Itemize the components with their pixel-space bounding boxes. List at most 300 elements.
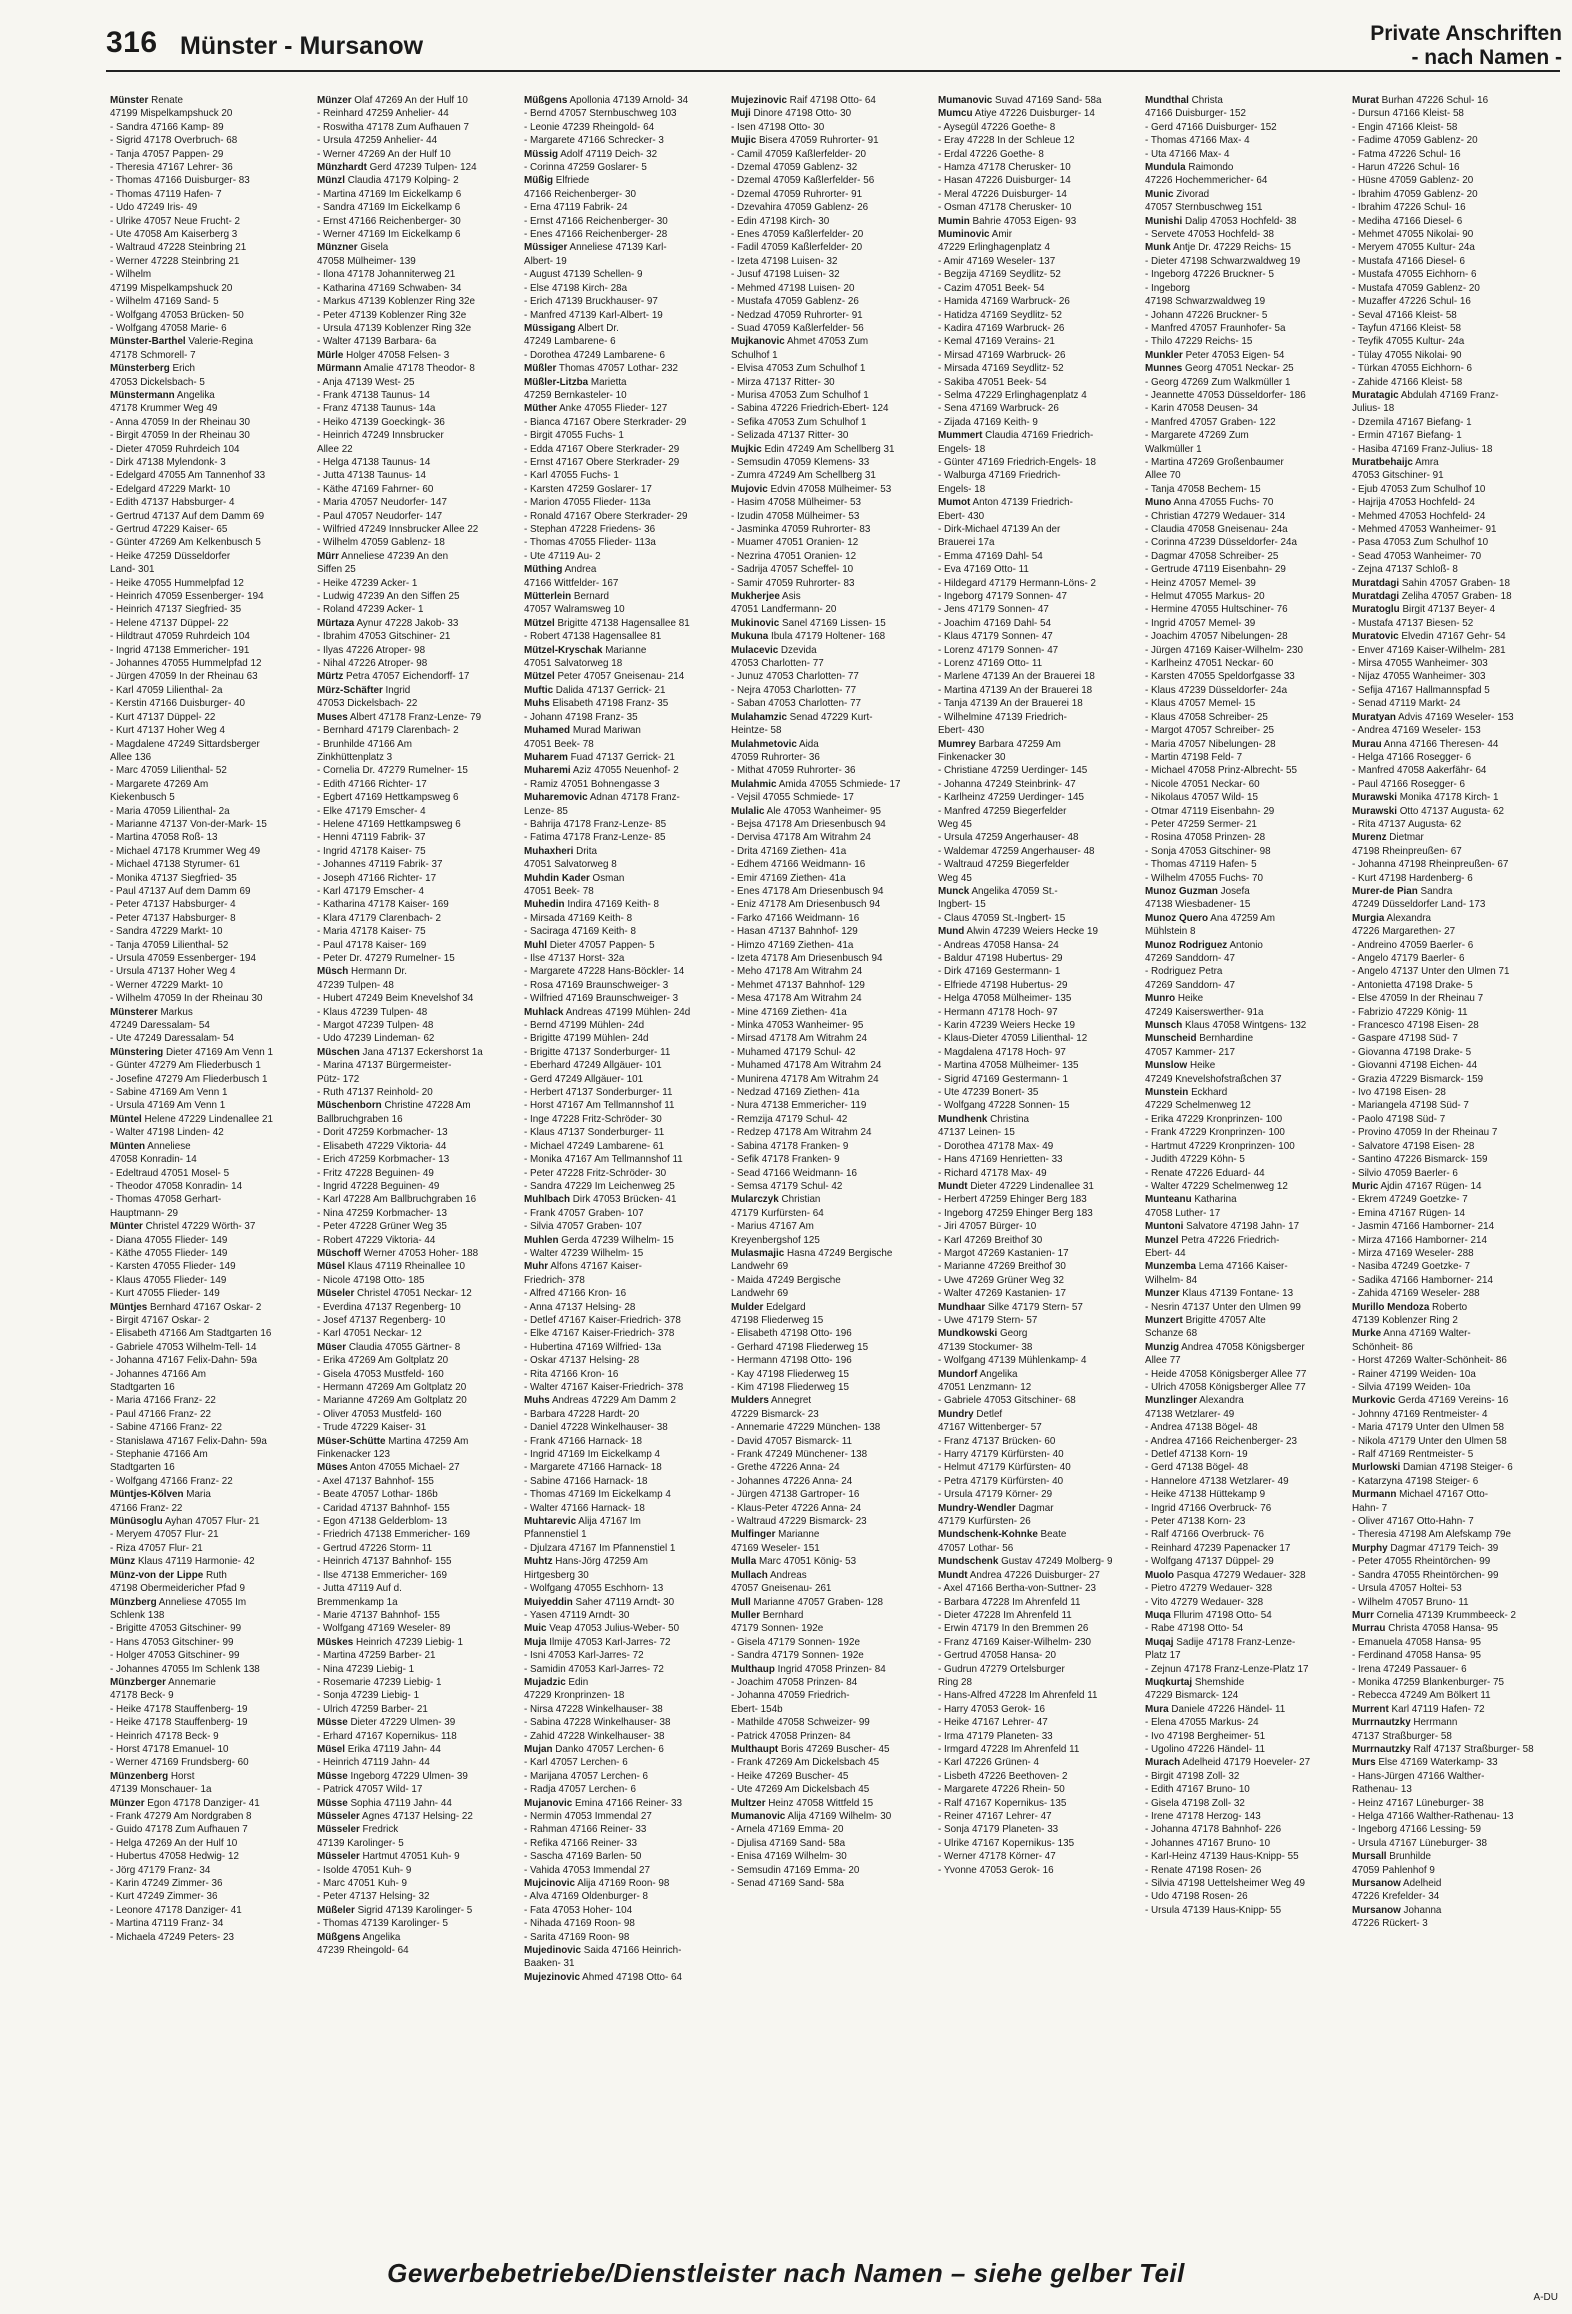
directory-entry: - Wilhelmine 47139 Friedrich- [938,710,1067,723]
directory-entry: Murkovic Gerda 47169 Vereins- 16 [1352,1394,1509,1407]
directory-entry: - Peter 47139 Koblenzer Ring 32e [317,308,467,321]
entry-surname: Mützel [524,670,555,683]
entry-surname: Munzemba [1145,1260,1197,1273]
directory-entry: - Hubertus 47058 Hedwig- 12 [110,1850,239,1863]
directory-entry: - Reinhard 47239 Papenacker 17 [1145,1541,1291,1554]
directory-entry: - Osman 47178 Cherusker- 10 [938,201,1072,214]
directory-entry: - Klaus 47058 Schreiber- 25 [1145,710,1268,723]
directory-entry: Mundhaar Silke 47179 Stern- 57 [938,1300,1083,1313]
directory-entry: - Erika 47269 Am Goltplatz 20 [317,1354,449,1367]
directory-entry: - Beate 47057 Lothar- 186b [317,1488,438,1501]
directory-entry: - Heinrich 47119 Jahn- 44 [317,1756,430,1769]
directory-entry: Mujanovic Emina 47166 Reiner- 33 [524,1796,683,1809]
directory-entry: - Sandra 47055 Rheintörchen- 99 [1352,1568,1499,1581]
entry-surname: Munslow [1145,1059,1188,1072]
directory-entry: - Erwin 47179 In den Bremmen 26 [938,1622,1089,1635]
directory-entry: - Provino 47059 In der Rheinau 7 [1352,1126,1498,1139]
directory-entry: Muminovic Amir [938,228,1013,241]
directory-entry: - Werner 47229 Markt- 10 [110,978,223,991]
directory-entry: - Jörg 47179 Franz- 34 [110,1863,211,1876]
directory-entry: Mützel Brigitte 47138 Hagensallee 81 [524,616,690,629]
directory-entry: - Hüsne 47059 Gablenz- 20 [1352,174,1474,187]
directory-entry: - Marianne 47269 Am Goltplatz 20 [317,1394,467,1407]
directory-entry: - Ursula 47059 Essenberger- 194 [110,952,256,964]
directory-entry: - Corinna 47239 Düsseldorfer- 24a [1145,536,1297,549]
directory-entry: Allee 77 [1145,1354,1181,1367]
directory-entry: - Tanja 47139 An der Brauerei 18 [938,697,1083,710]
directory-entry: - Wolfgang 47137 Düppel- 29 [1145,1555,1274,1568]
directory-entry: 47051 Lenzmann- 12 [938,1381,1032,1393]
directory-entry: Mulahmetovic Aida [731,737,819,750]
directory-entry: - Thomas 47055 Flieder- 113a [524,536,656,549]
directory-entry: - Oskar 47137 Helsing- 28 [524,1354,640,1367]
directory-entry: - Silvio 47059 Baerler- 6 [1352,1166,1458,1179]
directory-entry: - Jusuf 47198 Luisen- 32 [731,268,840,281]
directory-entry: - Drita 47169 Ziethen- 41a [731,844,847,857]
directory-entry: - Johnny 47169 Rentmeister- 4 [1352,1407,1488,1420]
directory-entry: - Ferdinand 47058 Hansa- 95 [1352,1649,1481,1662]
directory-entry: 47269 Sanddorn- 47 [1145,952,1236,964]
directory-entry: Mundry Detlef [938,1407,1003,1420]
entry-surname: Muhlbach [524,1193,571,1206]
directory-entry: Murillo Mendoza Roberto [1352,1300,1468,1313]
directory-entry: - Vahida 47053 Immendal 27 [524,1863,651,1876]
entry-surname: Muric [1352,1179,1379,1192]
entry-surname: Mundhenk [938,1112,988,1125]
directory-entry: - Margarete 47166 Schrecker- 3 [524,134,664,147]
directory-entry: - Ute 47249 Daressalam- 54 [110,1032,234,1045]
entry-surname: Muharemovic [524,791,588,804]
directory-entry: - Hatidza 47169 Seydlitz- 52 [938,308,1062,321]
directory-entry: Muhs Andreas 47229 Am Damm 2 [524,1394,676,1407]
entry-surname: Mujezinovic [731,94,787,106]
directory-entry: Mürz-Schäfter Ingrid [317,683,411,696]
directory-entry: - Paul 47137 Auf dem Damm 69 [110,884,251,897]
directory-entry: - Heike 47178 Stauffenberg- 19 [110,1716,248,1729]
entry-surname: Mumanovic [938,94,993,106]
directory-entry: Münster Renate [110,94,183,106]
directory-entry: - Giovanni 47198 Eichen- 44 [1352,1059,1478,1072]
directory-entry: - Stanislawa 47167 Felix-Dahn- 59a [110,1434,267,1447]
footer-note: Gewerbebetriebe/Dienstleister nach Namen – siehe gelber Teil [387,2258,1185,2288]
directory-entry: Murs Else 47169 Waterkamp- 33 [1352,1756,1498,1769]
directory-entry: - Anja 47139 West- 25 [317,375,415,388]
directory-entry: - Sabina 47228 Winkelhauser- 38 [524,1716,671,1729]
directory-entry: - Erdal 47226 Goethe- 8 [938,147,1044,160]
directory-entry: - Marianne 47269 Breithof 30 [938,1260,1066,1273]
directory-entry: Mulfinger Marianne [731,1528,820,1541]
directory-entry: Mujadzic Edin [524,1675,589,1688]
directory-entry: Münzenberg Horst [110,1769,195,1782]
directory-entry: Murr Cornelia 47139 Krummbeeck- 2 [1352,1608,1517,1621]
directory-entry: Murrnautzky Ralf 47137 Straßburger- 58 [1352,1742,1534,1755]
directory-entry: - Karl 47059 Lilienthal- 2a [110,683,223,696]
directory-entry: Kiekenbusch 5 [110,791,175,804]
directory-entry: - Heike 47239 Acker- 1 [317,576,418,589]
directory-entry: Münzl Claudia 47179 Kolping- 2 [317,174,459,187]
directory-entry: - Harun 47226 Schul- 16 [1352,161,1460,174]
directory-entry: - Zahide 47166 Kleist- 58 [1352,375,1463,388]
entry-surname: Muji [731,107,751,120]
directory-entry: - Martina 47169 Im Eickelkamp 6 [317,187,462,200]
entry-surname: Munoz Quero [1145,911,1209,924]
directory-entry: 47137 Leinen- 15 [938,1126,1015,1139]
directory-entry: 47057 Kammer- 217 [1145,1045,1235,1058]
directory-entry: - Farko 47166 Weidmann- 16 [731,911,860,924]
directory-entry: - Peter 47137 Helsing- 32 [317,1890,430,1903]
directory-entry: - Peter 47228 Fritz-Schröder- 30 [524,1166,667,1179]
directory-entry: - Semsudin 47059 Klemens- 33 [731,455,870,468]
directory-entry: - Lisbeth 47226 Beethoven- 2 [938,1769,1068,1782]
entry-surname: Münstermann [110,388,175,401]
entry-surname: Mukinovic [731,616,780,629]
directory-entry: - Mustafa 47166 Diesel- 6 [1352,254,1466,267]
directory-entry: - Gabriele 47053 Gitschiner- 68 [938,1394,1076,1407]
directory-entry: - Hasan 47226 Duisburger- 14 [938,174,1071,187]
directory-entry: Mundkowski Georg [938,1327,1028,1340]
directory-entry: - Harry 47179 Kürfürsten- 40 [938,1448,1064,1461]
directory-entry: - Karlheinz 47259 Uerdinger- 145 [938,791,1084,804]
directory-entry: - Saciraga 47169 Keith- 8 [524,925,636,938]
directory-entry: 47178 Schmorell- 7 [110,348,196,361]
directory-entry: - Saban 47053 Charlotten- 77 [731,697,862,710]
directory-entry: Muhedin Indira 47169 Keith- 8 [524,898,659,911]
directory-entry: - Martina 47139 An der Brauerei 18 [938,683,1093,696]
directory-entry: - Hasan 47137 Bahnhof- 129 [731,925,858,938]
directory-entry: - Murisa 47053 Zum Schulhof 1 [731,388,869,401]
directory-entry: - Mirza 47166 Hamborner- 214 [1352,1233,1487,1246]
directory-entry: - Martina 47259 Barber- 21 [317,1649,436,1662]
entry-surname: Mulasmajic [731,1246,785,1259]
directory-entry: Münsterer Markus [110,1005,193,1018]
directory-entry: 47051 Landfermann- 20 [731,603,837,616]
directory-entry: - Gisela 47179 Sonnen- 192e [731,1635,860,1648]
directory-entry: - Ursula 47259 Anhelier- 44 [317,134,438,147]
directory-entry: - Hamza 47178 Cherusker- 10 [938,161,1071,174]
directory-entry: - Jeannette 47053 Düsseldorfer- 186 [1145,388,1306,401]
directory-entry: Muno Anna 47055 Fuchs- 70 [1145,496,1274,509]
directory-entry: - Ursula 47057 Holtei- 53 [1352,1582,1462,1595]
directory-entry: - Sandra 47229 Im Leichenweg 25 [524,1179,675,1192]
directory-entry: - Eray 47228 In der Schleue 12 [938,134,1075,147]
directory-entry: Münter Christel 47229 Wörth- 37 [110,1220,256,1233]
directory-entry: - Heinz 47057 Memel- 39 [1145,576,1256,589]
directory-entry: - Rosa 47169 Braunschweiger- 3 [524,978,669,991]
directory-entry: - Brigitte 47199 Mühlen- 24d [524,1032,649,1045]
directory-entry: - Andrea 47138 Bögel- 48 [1145,1421,1258,1434]
directory-entry: - Emir 47169 Ziethen- 41a [731,871,846,884]
directory-entry: - Frank 47279 Am Nordgraben 8 [110,1810,252,1822]
directory-entry: - Lorenz 47179 Sonnen- 47 [938,643,1059,656]
directory-entry: Zinkhüttenplatz 3 [317,750,393,763]
directory-entry: - Hermann 47269 Am Goltplatz 20 [317,1381,467,1393]
directory-entry: Mulders Annegret [731,1394,812,1407]
directory-entry: - Sascha 47169 Barlen- 50 [524,1850,642,1863]
directory-entry: - Heike 47178 Stauffenberg- 19 [110,1702,248,1715]
directory-entry: - Rebecca 47249 Am Bölkert 11 [1352,1689,1491,1702]
directory-entry: - Mediha 47166 Diesel- 6 [1352,214,1463,227]
directory-entry: Murach Adelheid 47179 Hoeveler- 27 [1145,1756,1311,1769]
entry-surname: Muiyeddin [524,1595,573,1608]
directory-entry: - Tanja 47057 Pappen- 29 [110,147,224,160]
directory-entry: Mützel-Kryschak Marianne [524,643,647,656]
entry-surname: Münsterberg [110,362,170,375]
directory-entry: 47053 Dickelsbach- 22 [317,697,418,710]
directory-entry: - Thomas 47058 Gerhart- [110,1193,222,1206]
directory-entry: - Birgit 47055 Fuchs- 1 [524,429,624,442]
entry-surname: Münzer [317,94,352,106]
directory-entry: - Mehmed 47198 Luisen- 20 [731,281,855,294]
directory-entry: - Baldur 47198 Hubertus- 29 [938,952,1063,964]
directory-entry: - Dieter 47059 Ruhrdeich 104 [110,442,240,455]
directory-entry: 47166 Franz- 22 [110,1501,183,1514]
entry-surname: Mundschenk-Kohnke [938,1528,1038,1541]
directory-entry: Mukuna Ibula 47179 Holtener- 168 [731,630,886,643]
directory-entry: - Heike 47138 Hüttekamp 9 [1145,1488,1266,1501]
directory-entry: Albert- 19 [524,254,567,267]
directory-entry: Muhl Dieter 47057 Pappen- 5 [524,938,655,951]
directory-entry: - Sefika 47053 Zum Schulhof 1 [731,415,867,428]
directory-entry: Platz 17 [1145,1649,1181,1662]
directory-entry: 47137 Straßburger- 58 [1352,1729,1452,1742]
directory-column-1 [110,94,298,2184]
entry-surname: Mürz-Schäfter [317,683,383,696]
directory-entry: - Izeta 47198 Luisen- 32 [731,254,838,267]
directory-entry: Heintze- 58 [731,724,782,737]
directory-entry: - Frank 47269 Am Dickelsbach 45 [731,1756,880,1769]
entry-surname: Müser [317,1340,347,1353]
directory-entry: - Meho 47178 Am Witrahm 24 [731,965,863,978]
directory-entry: - Helga 47269 An der Hulf 10 [110,1836,238,1849]
page-number: 316 [106,26,158,59]
directory-entry: 47057 Sternbuschweg 151 [1145,201,1263,214]
directory-entry: - Salvatore 47198 Eisen- 28 [1352,1139,1475,1152]
directory-entry: Müßler Thomas 47057 Lothar- 232 [524,362,678,375]
directory-entry: - Ulrich 47259 Barber- 21 [317,1702,428,1715]
directory-entry: - Edeltraud 47051 Mosel- 5 [110,1166,230,1179]
directory-entry: - Walburga 47169 Friedrich- [938,469,1061,482]
directory-entry: Hauptmann- 29 [110,1206,179,1219]
directory-entry: - Wolfgang 47053 Brücken- 50 [110,308,244,321]
directory-entry: Müsse Sophia 47119 Jahn- 44 [317,1796,452,1809]
directory-entry: - Zijada 47169 Keith- 9 [938,415,1038,428]
directory-entry: 47249 Düsseldorfer Land- 173 [1352,898,1486,911]
directory-entry: 47051 Salvatorweg 18 [524,657,623,670]
entry-surname: Muolo [1145,1568,1175,1581]
directory-entry: - Ejub 47053 Zum Schulhof 10 [1352,482,1486,495]
directory-entry: Hahn- 7 [1352,1501,1388,1514]
directory-entry: - Sabina 47226 Friedrich-Ebert- 124 [731,402,889,415]
directory-entry: - Gertrud 47137 Auf dem Damm 69 [110,509,265,522]
directory-entry: - Hubert 47249 Beim Knevelshof 34 [317,992,474,1005]
directory-entry: - Annemarie 47229 München- 138 [731,1421,881,1434]
directory-entry: - Barbara 47228 Im Ahrenfeld 11 [938,1595,1081,1608]
directory-entry: - Arnela 47169 Emma- 20 [731,1823,844,1836]
directory-entry: Muic Veap 47053 Julius-Weber- 50 [524,1622,680,1635]
directory-entry: - Monika 47137 Siegfried- 35 [110,871,237,884]
directory-entry: - Pasa 47053 Zum Schulhof 10 [1352,536,1489,549]
directory-entry: Murawski Monika 47178 Kirch- 1 [1352,791,1499,804]
directory-entry: - Mirza 47169 Weseler- 288 [1352,1246,1474,1259]
directory-entry: - Ramiz 47051 Bohnengasse 3 [524,777,660,790]
directory-entry: Muratoglu Birgit 47137 Beyer- 4 [1352,603,1496,616]
directory-entry: - Detlef 47167 Kaiser-Friedrich- 378 [524,1313,681,1326]
directory-entry: - Begzija 47169 Seydlitz- 52 [938,268,1061,281]
directory-entry: - Renate 47226 Eduard- 44 [1145,1166,1265,1179]
directory-entry: - Margot 47239 Tulpen- 48 [317,1019,434,1032]
entry-surname: Munzlinger [1145,1394,1198,1407]
entry-surname: Mujan [524,1742,553,1755]
entry-surname: Munzer [1145,1287,1180,1300]
directory-entry: Münzberger Annemarie [110,1675,216,1688]
directory-entry: Munteanu Katharina [1145,1193,1237,1206]
directory-entry: - Yvonne 47053 Gerok- 16 [938,1863,1054,1876]
directory-entry: - Ute 47239 Bonert- 35 [938,1086,1039,1099]
entry-surname: Mundthal [1145,94,1189,106]
entry-surname: Müntjes [110,1300,148,1313]
directory-entry: - Wilfried 47169 Braunschweiger- 3 [524,992,679,1005]
entry-surname: Munoz Guzman [1145,884,1218,897]
entry-surname: Murkovic [1352,1394,1396,1407]
directory-entry: - Izudin 47058 Mülheimer- 53 [731,509,860,522]
directory-entry: - Ingrid 47228 Beguinen- 49 [317,1179,440,1192]
directory-entry: - Ibrahim 47059 Gablenz- 20 [1352,187,1478,200]
directory-entry: 47179 Kurfürsten- 26 [938,1515,1031,1528]
directory-entry: - Walter 47229 Schelmenweg 12 [1145,1179,1288,1192]
directory-entry: - Trude 47229 Kaiser- 31 [317,1421,427,1434]
directory-entry: - Thomas 47169 Im Eickelkamp 4 [524,1488,671,1501]
directory-entry: - Sarita 47169 Roon- 98 [524,1930,630,1943]
directory-entry: - Michael 47249 Lambarene- 61 [524,1139,664,1152]
directory-entry: Müsel Erika 47119 Jahn- 44 [317,1742,441,1755]
entry-surname: Muratbehaijc [1352,455,1413,468]
directory-entry: Munzlinger Alexandra [1145,1394,1244,1407]
directory-entry: - Maria 47057 Nibelungen- 28 [1145,737,1276,750]
directory-entry: - Dzemila 47167 Biefang- 1 [1352,415,1472,428]
directory-entry: - Margarete 47228 Hans-Böckler- 14 [524,965,685,978]
directory-entry: - Elke 47167 Kaiser-Friedrich- 378 [524,1327,675,1340]
entry-surname: Mulders [731,1394,769,1407]
directory-entry: - Katarzyna 47198 Steiger- 6 [1352,1474,1479,1487]
entry-surname: Müssigang [524,321,576,334]
directory-entry: - Horst 47178 Emanuel- 10 [110,1742,229,1755]
directory-entry: Murrnautzky Herrmann [1352,1716,1458,1729]
entry-surname: Müntjes-Kölven [110,1488,184,1501]
directory-entry: - Muhamed 47179 Schul- 42 [731,1045,856,1058]
directory-entry: - Karl 47055 Fuchs- 1 [524,469,619,482]
entry-surname: Münter [110,1220,143,1233]
directory-entry: Siffen 25 [317,563,356,576]
directory-entry: - Remzija 47179 Schul- 42 [731,1112,848,1125]
directory-entry: - Ursula 47139 Haus-Knipp- 55 [1145,1903,1282,1916]
directory-entry: - Klaus 47239 Tulpen- 48 [317,1005,428,1018]
directory-entry: Münsterberg Erich [110,362,196,375]
directory-entry: - Zejnun 47178 Franz-Lenze-Platz 17 [1145,1662,1309,1675]
directory-entry: - Sena 47169 Warbruck- 26 [938,402,1059,415]
directory-entry: - Leonie 47239 Rheingold- 64 [524,120,655,133]
directory-entry: Multhaupt Boris 47269 Buscher- 45 [731,1742,890,1755]
entry-surname: Mundkowski [938,1327,998,1340]
entry-surname: Muftic [524,683,554,696]
directory-entry: - Margot 47057 Schreiber- 25 [1145,724,1274,737]
directory-entry: Brauerei 17a [938,536,995,549]
directory-column-7 [1352,94,1540,2184]
directory-entry: - Johann 47226 Bruckner- 5 [1145,308,1268,321]
entry-surname: Mujkanovic [731,335,785,348]
directory-entry: 47051 Beek- 78 [524,737,594,750]
directory-entry: - Karlheinz 47051 Neckar- 60 [1145,657,1274,670]
directory-entry: - Cornelia Dr. 47279 Rumelner- 15 [317,764,468,777]
directory-entry: - Peter 47137 Habsburger- 8 [110,911,236,924]
directory-entry: Münstermann Angelika [110,388,215,401]
directory-entry: Muhr Alfons 47167 Kaiser- [524,1260,642,1273]
directory-entry: Mundschenk Gustav 47249 Molberg- 9 [938,1555,1113,1568]
entry-surname: Munteanu [1145,1193,1192,1206]
directory-entry: - Ivo 47198 Bergheimer- 51 [1145,1729,1266,1742]
directory-entry: Munscheid Bernhardine [1145,1032,1254,1045]
directory-entry: - Patrick 47057 Wild- 17 [317,1783,423,1796]
directory-entry: - Hermann 47178 Hoch- 97 [938,1005,1058,1018]
directory-entry: - Manfred 47057 Fraunhofer- 5a [1145,321,1286,334]
directory-entry: - Brigitte 47053 Gitschiner- 99 [110,1622,242,1635]
directory-entry: - Aysegül 47226 Goethe- 8 [938,120,1056,133]
directory-entry: 47166 Reichenberger- 30 [524,187,636,200]
directory-entry: Muhdin Kader Osman [524,871,625,884]
directory-entry: - Bianca 47167 Obere Sterkrader- 29 [524,415,687,428]
entry-surname: Murillo Mendoza [1352,1300,1430,1313]
directory-entry: - Ibrahim 47053 Gitschiner- 21 [317,630,451,643]
directory-entry: Munck Angelika 47059 St.- [938,884,1058,897]
directory-entry: - Nikolaus 47057 Wild- 15 [1145,791,1259,804]
directory-entry: - Mesa 47178 Am Witrahm 24 [731,992,862,1005]
directory-entry: - Meryem 47057 Flur- 21 [110,1528,219,1541]
directory-entry: - Heide 47058 Königsberger Allee 77 [1145,1367,1307,1380]
directory-entry: - Georg 47269 Zum Walkmüller 1 [1145,375,1291,388]
directory-entry: - Enes 47059 Kaßlerfelder- 20 [731,228,864,241]
directory-entry: - Axel 47137 Bahnhof- 155 [317,1474,434,1487]
directory-entry: Munoz Rodriguez Antonio [1145,938,1263,951]
directory-entry: - Dervisa 47178 Am Witrahm 24 [731,831,871,844]
entry-surname: Mumcu [938,107,973,120]
directory-entry: Müskes Heinrich 47239 Liebig- 1 [317,1635,463,1648]
directory-entry: Münzberg Anneliese 47055 Im [110,1595,247,1608]
directory-entry: - Ulrich 47058 Königsberger Allee 77 [1145,1381,1306,1393]
directory-entry: - Mirsada 47169 Keith- 8 [524,911,633,924]
directory-column-5 [938,94,1126,2184]
directory-entry: - Martina 47058 Roß- 13 [110,831,218,844]
directory-entry: - Hartmut 47229 Kronprinzen- 100 [1145,1139,1295,1152]
directory-entry: - Mirsad 47178 Am Witrahm 24 [731,1032,868,1045]
directory-entry: - Jürgen 47169 Kaiser-Wilhelm- 230 [1145,643,1303,656]
directory-entry: - Karsten 47055 Speldorfgasse 33 [1145,670,1295,683]
directory-entry: - Maria 47059 Lilienthal- 2a [110,804,230,817]
directory-entry: 47057 Gneisenau- 261 [731,1582,832,1595]
directory-entry: Muhlen Gerda 47239 Wilhelm- 15 [524,1233,674,1246]
directory-entry: - Heike 47167 Lehrer- 47 [938,1716,1048,1729]
entry-surname: Muratagic [1352,388,1399,401]
directory-entry: - Ronald 47167 Obere Sterkrader- 29 [524,509,688,522]
directory-entry: Munk Antje Dr. 47229 Reichs- 15 [1145,241,1291,254]
directory-entry: - Bernd 47057 Sternbuschweg 103 [524,107,677,120]
directory-entry: - Helene 47137 Düppel- 22 [110,616,229,629]
directory-entry: - Edelgard 47229 Markt- 10 [110,482,231,495]
entry-surname: Mujovic [731,482,768,495]
directory-entry: - Theodor 47058 Konradin- 14 [110,1179,243,1192]
directory-entry: - Sandra 47229 Markt- 10 [110,925,223,938]
directory-entry: Mundry-Wendler Dagmar [938,1501,1054,1514]
directory-entry: - Nicole 47198 Otto- 185 [317,1273,425,1286]
directory-entry: - Magdalene 47249 Sittardsberger [110,737,260,750]
